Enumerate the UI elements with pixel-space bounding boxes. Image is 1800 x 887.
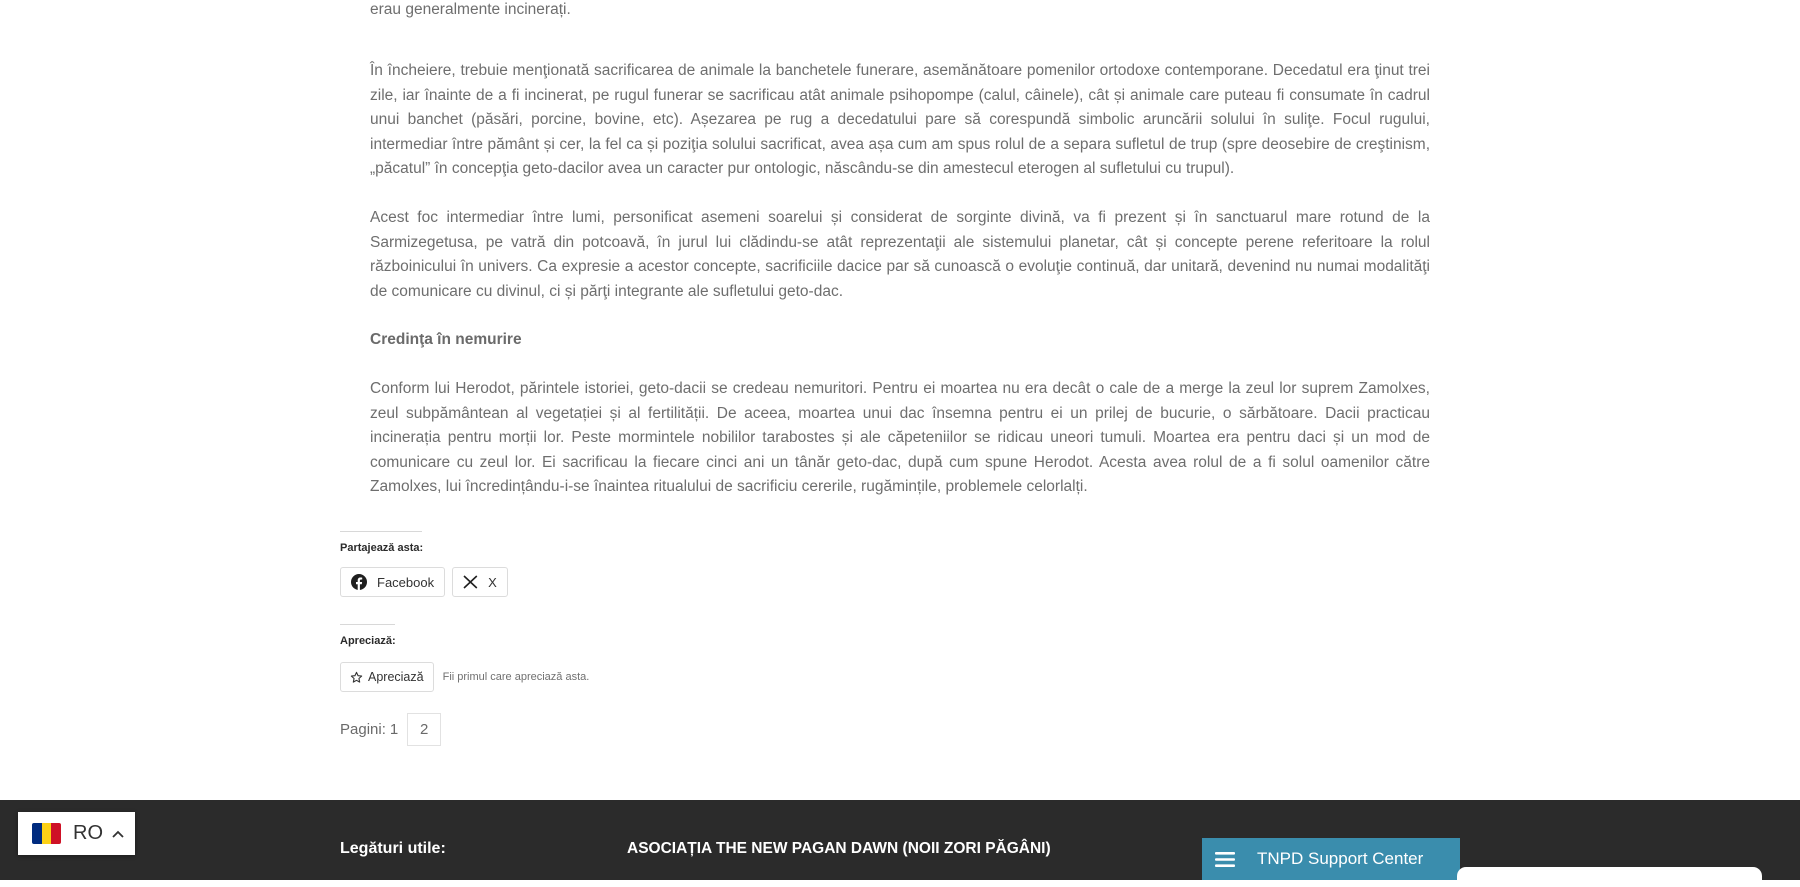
share-title: Partajează asta:: [340, 542, 424, 554]
page-link-2[interactable]: 2: [407, 713, 441, 746]
like-button-label: Apreciază: [368, 670, 424, 684]
article-paragraph: erau generalmente incinerați.: [370, 0, 571, 18]
share-x-button[interactable]: [452, 567, 508, 597]
pagination-label: Pagini:: [340, 721, 386, 738]
flag-stripe: [42, 823, 52, 844]
menu-icon: [1215, 851, 1235, 868]
section-heading: Credinţa în nemurire: [370, 331, 522, 348]
like-row: [340, 662, 589, 692]
page-current: 1: [389, 721, 399, 738]
article-paragraph: Conform lui Herodot, părintele istoriei, geto-dacii se credeau nemuritori. Pentru ei moartea nu era decât o cale de a merge la zeul lor suprem Zamolxes, zeul subpământean al vegetației și al fertilității. De aceea, moartea unui dac însemna pentru ei un prilej de bucurie, o sărbătoare. Dacii practicau incinerația pentru morții lor. Peste mormintele nobililor tarabostes și ale căpeteniilor se ridicau uneori tumuli. Moartea era pentru daci și un mod de comunicare cu zeul lor. Ei sacrificau la fiecare cinci ani un tânăr geto-dac, după cum spune Herodot. Acesta avea rolul de a fi solul oamenilor către Zamolxes, lui încredințându-i-se înaintea ritualului de sacrificiu cererile, rugămințile, problemele celorlalți.: [370, 380, 1430, 495]
star-icon: [350, 671, 363, 684]
chat-panel-edge[interactable]: [1457, 867, 1762, 887]
divider: [340, 531, 422, 532]
like-section: [340, 624, 590, 684]
share-facebook-button[interactable]: [340, 567, 445, 597]
flag-stripe: [32, 823, 42, 844]
flag-stripe: [51, 823, 61, 844]
like-title: Apreciază:: [340, 635, 396, 647]
facebook-icon: [351, 574, 367, 590]
divider: [340, 624, 395, 625]
language-switcher[interactable]: [18, 812, 135, 855]
language-code: RO: [73, 822, 103, 844]
share-buttons: [340, 567, 508, 597]
chevron-up-icon: [112, 830, 124, 838]
support-center-button[interactable]: [1202, 838, 1460, 880]
like-note: Fii primul care apreciază asta.: [442, 671, 590, 683]
like-button[interactable]: [340, 662, 434, 692]
share-button-label: X: [488, 574, 497, 590]
footer-association-heading: ASOCIAȚIA THE NEW PAGAN DAWN (NOII ZORI PĂGÂNI): [627, 840, 1051, 857]
article-paragraph: În încheiere, trebuie menţionată sacrificarea de animale la banchetele funerare, asemănătoare pomenilor ortodoxe contemporane. Decedatul era ţinut trei zile, iar înainte de a fi incinerat, pe rugul funerar se sacrificau atât animale psihopompe (calul, câinele), cât și animale care puteau fi consumate în cadrul unui banchet (păsări, porcine, bovine, etc). Așezarea pe rug a decedatului pare să corespundă simbolic aruncării solului în suliţe. Focul rugului, intermediar între pământ și cer, la fel ca și poziţia solului sacrificat, avea așa cum am spus rolul de a separa sufletul de trup (spre deosebire de creştinism, „păcatul” în concepţia geto-dacilor avea un caracter pur ontologic, născându-se din amestecul eterogen al sufletului cu trupul).: [370, 62, 1430, 177]
share-button-label: Facebook: [377, 574, 435, 590]
x-logo-icon: [463, 575, 478, 589]
support-center-label: TNPD Support Center: [1257, 849, 1424, 868]
romania-flag-icon: [32, 823, 61, 844]
pagination: [340, 713, 441, 746]
footer-useful-links-heading: Legături utile:: [340, 840, 446, 857]
article-paragraph: Acest foc intermediar între lumi, personificat asemeni soarelui și considerat de sorginte divină, va fi prezent și în sanctuarul mare rotund de la Sarmizegetusa, pe vatră din potcoavă, în jurul lui clădindu-se atât reprezentaţii ale sistemului planetar, cât și concepte perene referitoare la rolul războinicului în univers. Ca expresie a acestor concepte, sacrificiile dacice par să cunoască o evoluţie continuă, dar unitară, devenind nu numai modalităţi de comunicare cu divinul, ci și părţi integrante ale sufletului geto-dac.: [370, 209, 1430, 300]
share-section: [340, 531, 497, 590]
